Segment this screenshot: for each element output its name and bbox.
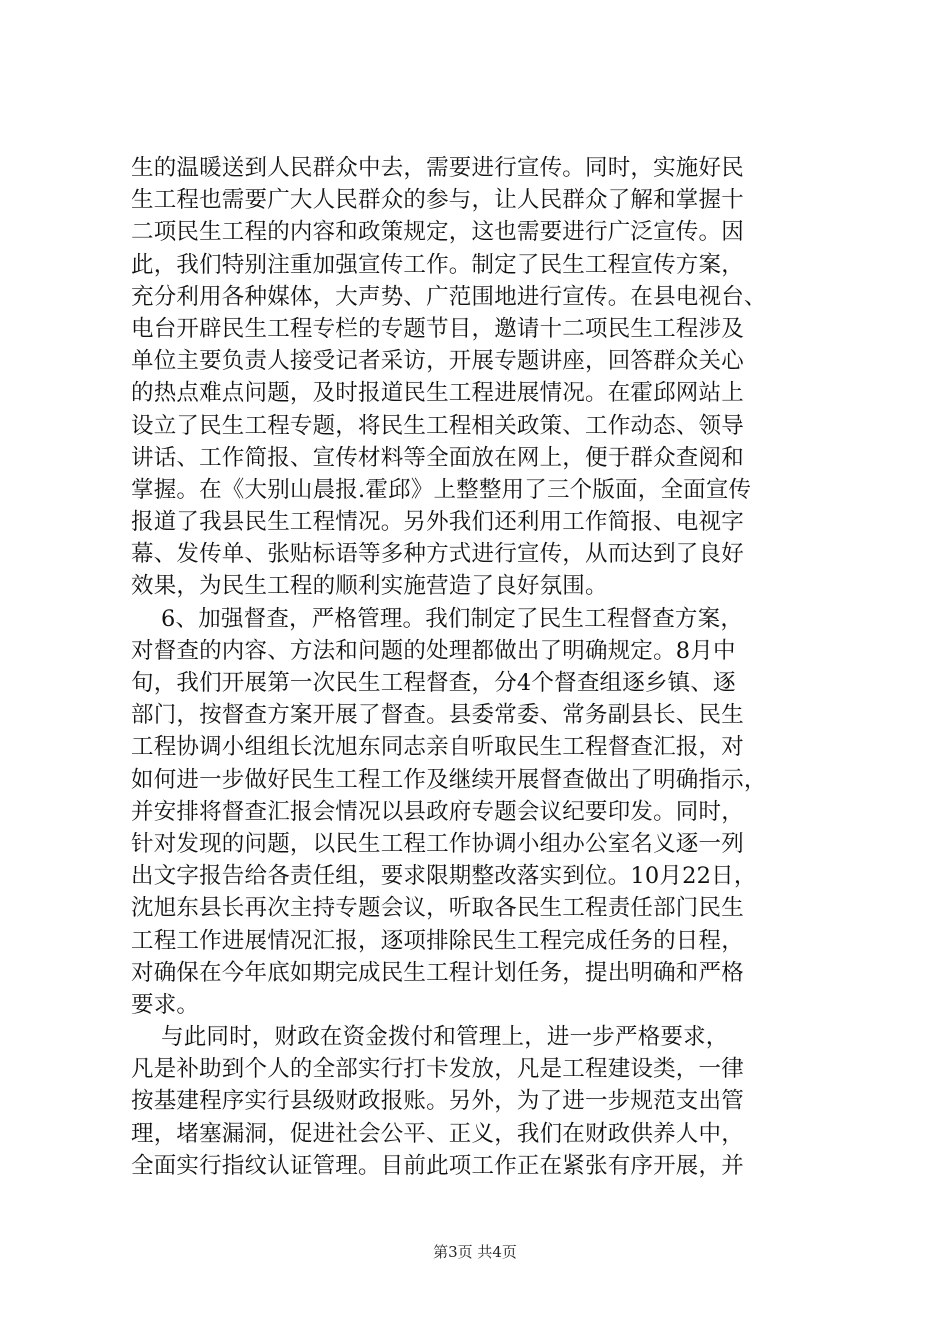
- text-line: 工程协调小组组长沈旭东同志亲自听取民生工程督查汇报，对: [131, 734, 744, 761]
- text-line: 针对发现的问题，以民生工程工作协调小组办公室名义逐一列: [131, 830, 744, 857]
- text-line: 设立了民生工程专题，将民生工程相关政策、工作动态、领导: [131, 412, 744, 439]
- paragraph-start-line: 6、加强督查，严格管理。我们制定了民生工程督查方案，: [161, 605, 744, 632]
- text-line: 充分利用各种媒体，大声势、广范围地进行宣传。在县电视台、: [131, 283, 767, 310]
- text-line: 并安排将督查汇报会情况以县政府专题会议纪要印发。同时，: [131, 798, 744, 825]
- text-line: 幕、发传单、张贴标语等多种方式进行宣传，从而达到了良好: [131, 541, 744, 568]
- text-line: 掌握。在《大别山晨报.霍邱》上整整用了三个版面，全面宣传: [131, 476, 752, 503]
- text-line: 部门，按督查方案开展了督查。县委常委、常务副县长、民生: [131, 702, 744, 729]
- text-line: 讲话、工作简报、宣传材料等全面放在网上，便于群众查阅和: [131, 444, 744, 471]
- text-line: 电台开辟民生工程专栏的专题节目，邀请十二项民生工程涉及: [131, 315, 744, 342]
- text-line: 按基建程序实行县级财政报账。另外，为了进一步规范支出管: [131, 1088, 744, 1115]
- text-line: 沈旭东县长再次主持专题会议，听取各民生工程责任部门民生: [131, 895, 744, 922]
- text-line: 的热点难点问题，及时报道民生工程进展情况。在霍邱网站上: [131, 380, 744, 407]
- text-line: 报道了我县民生工程情况。另外我们还利用工作简报、电视字: [131, 509, 744, 536]
- text-line: 旬，我们开展第一次民生工程督查，分4个督查组逐乡镇、逐: [131, 670, 736, 696]
- text-line: 对督查的内容、方法和问题的处理都做出了明确规定。8月中: [131, 637, 736, 664]
- text-line: 全面实行指纹认证管理。目前此项工作正在紧张有序开展，并: [131, 1152, 744, 1179]
- text-line: 效果，为民生工程的顺利实施营造了良好氛围。: [131, 573, 608, 600]
- text-line: 出文字报告给各责任组，要求限期整改落实到位。10月22日，: [131, 863, 757, 890]
- text-line: 生工程也需要广大人民群众的参与，让人民群众了解和掌握十: [131, 187, 744, 214]
- text-line: 要求。: [131, 991, 200, 1018]
- text-line: 理，堵塞漏洞，促进社会公平、正义，我们在财政供养人中，: [131, 1120, 744, 1147]
- text-line: 如何进一步做好民生工程工作及继续开展督查做出了明确指示，: [131, 766, 767, 793]
- page-number: 第3页 共4页: [433, 1243, 517, 1261]
- text-line: 二项民生工程的内容和政策规定，这也需要进行广泛宣传。因: [131, 219, 744, 246]
- page-footer: [0, 1242, 950, 1262]
- text-line: 生的温暖送到人民群众中去，需要进行宣传。同时，实施好民: [131, 155, 744, 181]
- paragraph-start-line: 与此同时，财政在资金拨付和管理上，进一步严格要求，: [161, 1024, 729, 1051]
- text-line: 对确保在今年底如期完成民生工程计划任务，提出明确和严格: [131, 959, 744, 986]
- text-line: 此，我们特别注重加强宣传工作。制定了民生工程宣传方案，: [131, 251, 744, 278]
- text-line: 凡是补助到个人的全部实行打卡发放，凡是工程建设类，一律: [131, 1056, 744, 1083]
- body-text: [131, 152, 831, 1182]
- text-line: 单位主要负责人接受记者采访，开展专题讲座，回答群众关心: [131, 348, 744, 375]
- text-line: 工程工作进展情况汇报，逐项排除民生工程完成任务的日程，: [131, 927, 744, 954]
